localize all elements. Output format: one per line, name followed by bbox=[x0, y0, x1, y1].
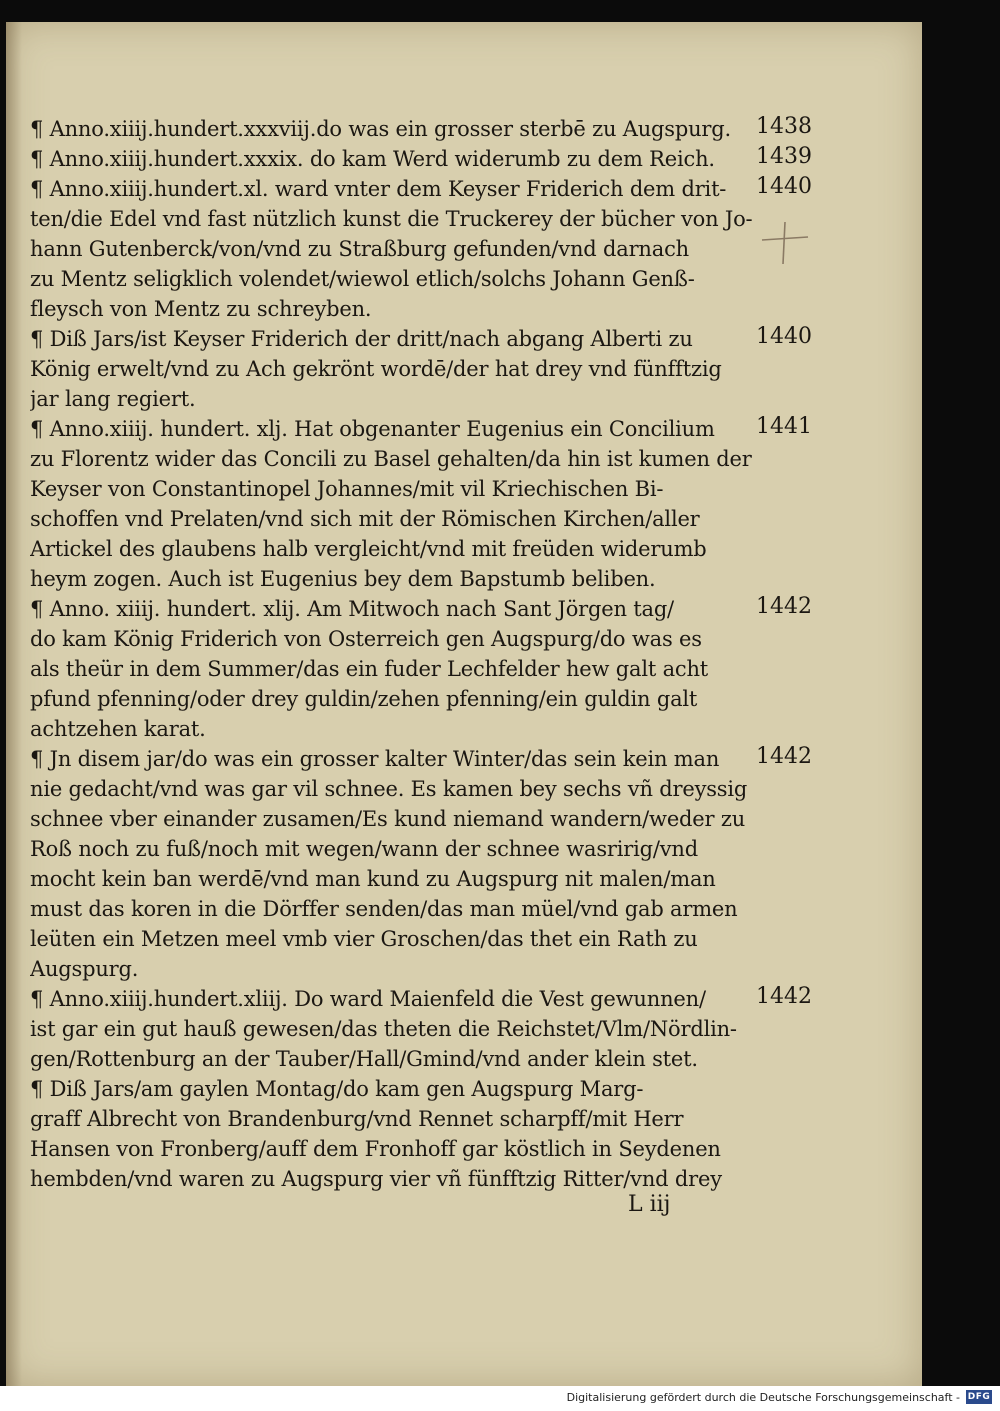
text-line: leüten ein Metzen meel vmb vier Groschen/das thet ein Rath zu bbox=[30, 927, 698, 951]
text-line: schoffen vnd Prelaten/vnd sich mit der Römischen Kirchen/aller bbox=[30, 507, 700, 531]
text-line: ¶ Anno.xiiij.hundert.xxxviij.do was ein grosser sterbē zu Augspurg. bbox=[30, 117, 731, 141]
text-line: gen/Rottenburg an der Tauber/Hall/Gmind/vnd ander klein stet. bbox=[30, 1047, 698, 1071]
text-line: fleysch von Mentz zu schreyben. bbox=[30, 297, 372, 321]
chronicle-entry bbox=[30, 744, 760, 984]
dfg-logo: DFG bbox=[967, 1392, 991, 1402]
chronicle-text bbox=[30, 114, 760, 1194]
text-line: Roß noch zu fuß/noch mit wegen/wann der schnee wasririg/vnd bbox=[30, 837, 698, 861]
margin-year: 1441 bbox=[756, 414, 812, 439]
margin-year: 1442 bbox=[756, 594, 812, 619]
funding-credit: Digitalisierung gefördert durch die Deutsche Forschungsgemeinschaft - bbox=[566, 1391, 960, 1404]
text-line: must das koren in die Dörffer senden/das man müel/vnd gab armen bbox=[30, 897, 738, 921]
text-line: ¶ Anno.xiiij. hundert. xlj. Hat obgenanter Eugenius ein Concilium bbox=[30, 417, 715, 441]
text-line: hembden/vnd waren zu Augspurg vier vñ fünfftzig Ritter/vnd drey bbox=[30, 1167, 722, 1191]
text-line: ist gar ein gut hauß gewesen/das theten die Reichstet/Vlm/Nördlin- bbox=[30, 1017, 737, 1041]
chronicle-entry bbox=[30, 174, 760, 324]
text-line: Hansen von Fronberg/auff dem Fronhoff gar köstlich in Seydenen bbox=[30, 1137, 721, 1161]
margin-year: 1438 bbox=[756, 114, 812, 139]
text-line: mocht kein ban werdē/vnd man kund zu Augspurg nit malen/man bbox=[30, 867, 716, 891]
text-line: do kam König Friderich von Osterreich gen Augspurg/do was es bbox=[30, 627, 702, 651]
text-line: zu Florentz wider das Concili zu Basel gehalten/da hin ist kumen der bbox=[30, 447, 752, 471]
chronicle-entry bbox=[30, 594, 760, 744]
chronicle-entry bbox=[30, 414, 760, 594]
margin-year: 1439 bbox=[756, 144, 812, 169]
page-gutter-shadow bbox=[6, 22, 22, 1386]
footer-bar bbox=[0, 1386, 1000, 1411]
chronicle-entry bbox=[30, 144, 760, 174]
margin-year: 1442 bbox=[756, 744, 812, 769]
text-line: zu Mentz seligklich volendet/wiewol etlich/solchs Johann Genß- bbox=[30, 267, 695, 291]
text-line: Keyser von Constantinopel Johannes/mit vil Kriechischen Bi- bbox=[30, 477, 664, 501]
text-line: hann Gutenberck/von/vnd zu Straßburg gefunden/vnd darnach bbox=[30, 237, 689, 261]
text-line: achtzehen karat. bbox=[30, 717, 206, 741]
text-line: nie gedacht/vnd was gar vil schnee. Es kamen bey sechs vñ dreyssig bbox=[30, 777, 748, 801]
text-line: ¶ Anno.xiiij.hundert.xl. ward vnter dem Keyser Friderich dem drit- bbox=[30, 177, 727, 201]
text-line: ¶ Jn disem jar/do was ein grosser kalter Winter/das sein kein man bbox=[30, 747, 720, 771]
chronicle-entry bbox=[30, 984, 760, 1074]
text-line: heym zogen. Auch ist Eugenius bey dem Bapstumb beliben. bbox=[30, 567, 656, 591]
margin-year: 1442 bbox=[756, 984, 812, 1009]
text-line: ¶ Anno.xiiij.hundert.xxxix. do kam Werd widerumb zu dem Reich. bbox=[30, 147, 715, 171]
text-line: graff Albrecht von Brandenburg/vnd Rennet scharpff/mit Herr bbox=[30, 1107, 684, 1131]
margin-year: 1440 bbox=[756, 174, 812, 199]
chronicle-entry bbox=[30, 324, 760, 414]
text-line: als theür in dem Summer/das ein fuder Lechfelder hew galt acht bbox=[30, 657, 709, 681]
text-line: König erwelt/vnd zu Ach gekrönt wordē/der hat drey vnd fünfftzig bbox=[30, 357, 722, 381]
text-line: Artickel des glaubens halb vergleicht/vnd mit freüden widerumb bbox=[30, 537, 707, 561]
chronicle-entry bbox=[30, 1074, 760, 1194]
text-line: Augspurg. bbox=[30, 957, 139, 981]
pencil-cross-mark bbox=[758, 218, 812, 268]
margin-year: 1440 bbox=[756, 324, 812, 349]
text-line: ¶ Diß Jars/ist Keyser Friderich der dritt/nach abgang Alberti zu bbox=[30, 327, 693, 351]
text-line: pfund pfenning/oder drey guldin/zehen pfenning/ein guldin galt bbox=[30, 687, 698, 711]
text-line: jar lang regiert. bbox=[30, 387, 196, 411]
text-line: ¶ Anno. xiiij. hundert. xlij. Am Mitwoch nach Sant Jörgen tag/ bbox=[30, 597, 674, 621]
text-line: schnee vber einander zusamen/Es kund niemand wandern/weder zu bbox=[30, 807, 746, 831]
chronicle-entry bbox=[30, 114, 760, 144]
text-line: ¶ Diß Jars/am gaylen Montag/do kam gen Augspurg Marg- bbox=[30, 1077, 644, 1101]
text-line: ten/die Edel vnd fast nützlich kunst die Truckerey der bücher von Jo- bbox=[30, 207, 753, 231]
signature-mark: L iij bbox=[628, 1192, 671, 1217]
text-line: ¶ Anno.xiiij.hundert.xliij. Do ward Maienfeld die Vest gewunnen/ bbox=[30, 987, 706, 1011]
